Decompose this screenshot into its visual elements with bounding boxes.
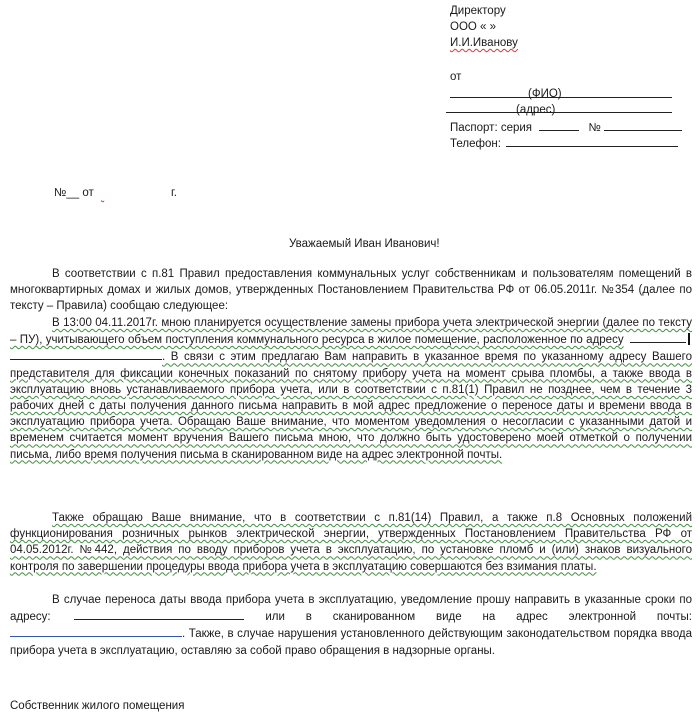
addressee-name-text: И.И.Иванову [450,37,518,49]
addressee-title: Директору [450,5,506,17]
letter-number-label: №__ от [54,187,94,199]
phone-field[interactable] [506,135,678,147]
letter-number-row [54,186,177,200]
paragraph-2-text-b: . В связи с этим предлагаю Вам направить в указанное время по указанному адресу Вашего представителя для фиксации конечных показаний по снятому прибору учета на момент срыва пломбы, а также ввода в эксплуатацию вновь устанавливаемого прибора учета, или в соответствии с п.81(1) Правил не позднее, чем в течение 3 рабочих дней с даты получения данного письма направить в мой адрес предложение о переносе даты и времени ввода в эксплуатацию прибора учета. Обращаю Ваше внимание, что моментом уведомления о несогласии с указанными датой и временем считается момент вручения Вашего письма мною, что должно быть удостоверено моей отметкой о получении письма, либо время получения письма в сканированном виде на адрес электронной почты. [10,351,692,461]
passport-row [450,119,682,135]
addressee-name [450,36,518,50]
phone-label: Телефон: [450,138,501,150]
passport-label: Паспорт: серия [450,122,533,134]
from-label: от [450,71,462,83]
greeting: Уважаемый Иван Иванович! [289,238,440,250]
fio-label: (ФИО) [528,88,562,100]
text-cursor [688,333,690,345]
object-address-field-1[interactable] [630,331,686,343]
paragraph-1 [10,266,692,315]
paragraph-1-text: В соответствии с п.81 Правил предоставления коммунальных услуг собственникам и пользователям помещений в многоквартирных домах и жилых домов, утвержденных Постановлением Правительства РФ от 06.05.2011г. №354 (далее по тексту – Правила) сообщаю следующее: [10,268,692,313]
address-underline [446,101,672,113]
owner-signature-label: Собственник жилого помещения [10,700,185,712]
paragraph-2 [10,315,692,463]
paragraph-4 [10,592,692,659]
paragraph-4-text-a: В случае переноса даты ввода прибора учета в эксплуатацию, уведомление прошу направить в указанные сроки по адресу: [10,594,692,624]
letter-year-suffix: г. [170,187,177,199]
passport-series-field[interactable] [539,119,579,131]
paragraph-4-text-c: . Также, в случае нарушения установленного действующим законодательством порядка ввода прибора учета в эксплуатацию, оставляю за собой право обращения в надзорные органы. [10,628,692,657]
passport-number-label: № [588,122,601,134]
passport-number-field[interactable] [604,119,682,131]
paragraph-2-text-a: В 13:00 04.11.2017г. мною планируется осуществление замены прибора учета электрической энергии (далее по тексту – ПУ), учитывающего объем поступления коммунального ресурса в жилое помещение, расположенное по адресу [10,317,692,347]
email-field[interactable] [10,625,182,637]
letter-date-field[interactable] [101,186,171,200]
paragraph-3 [10,510,692,575]
paragraph-4-text-b: или в сканированном виде на адрес электронной почты: [265,611,693,624]
address-field[interactable] [446,101,672,117]
phone-row [450,135,678,151]
return-address-field[interactable] [74,608,244,620]
addressee-company: ООО « » [450,21,497,33]
address-label: (адрес) [516,104,556,116]
object-address-field-2[interactable] [10,348,162,360]
paragraph-3-text: Также обращаю Ваше внимание, что в соответствии с п.81(14) Правил, а также п.8 Основных положений функционирования розничных рынков электрической энергии, утвержденных Постановлением Правительства РФ от 04.05.2012г. №442, действия по вводу приборов учета в эксплуатацию, по установке пломб и (или) знаков визуального контроля по завершении процедуры ввода прибора учета в эксплуатацию совершаются без взимания платы. [10,512,692,573]
